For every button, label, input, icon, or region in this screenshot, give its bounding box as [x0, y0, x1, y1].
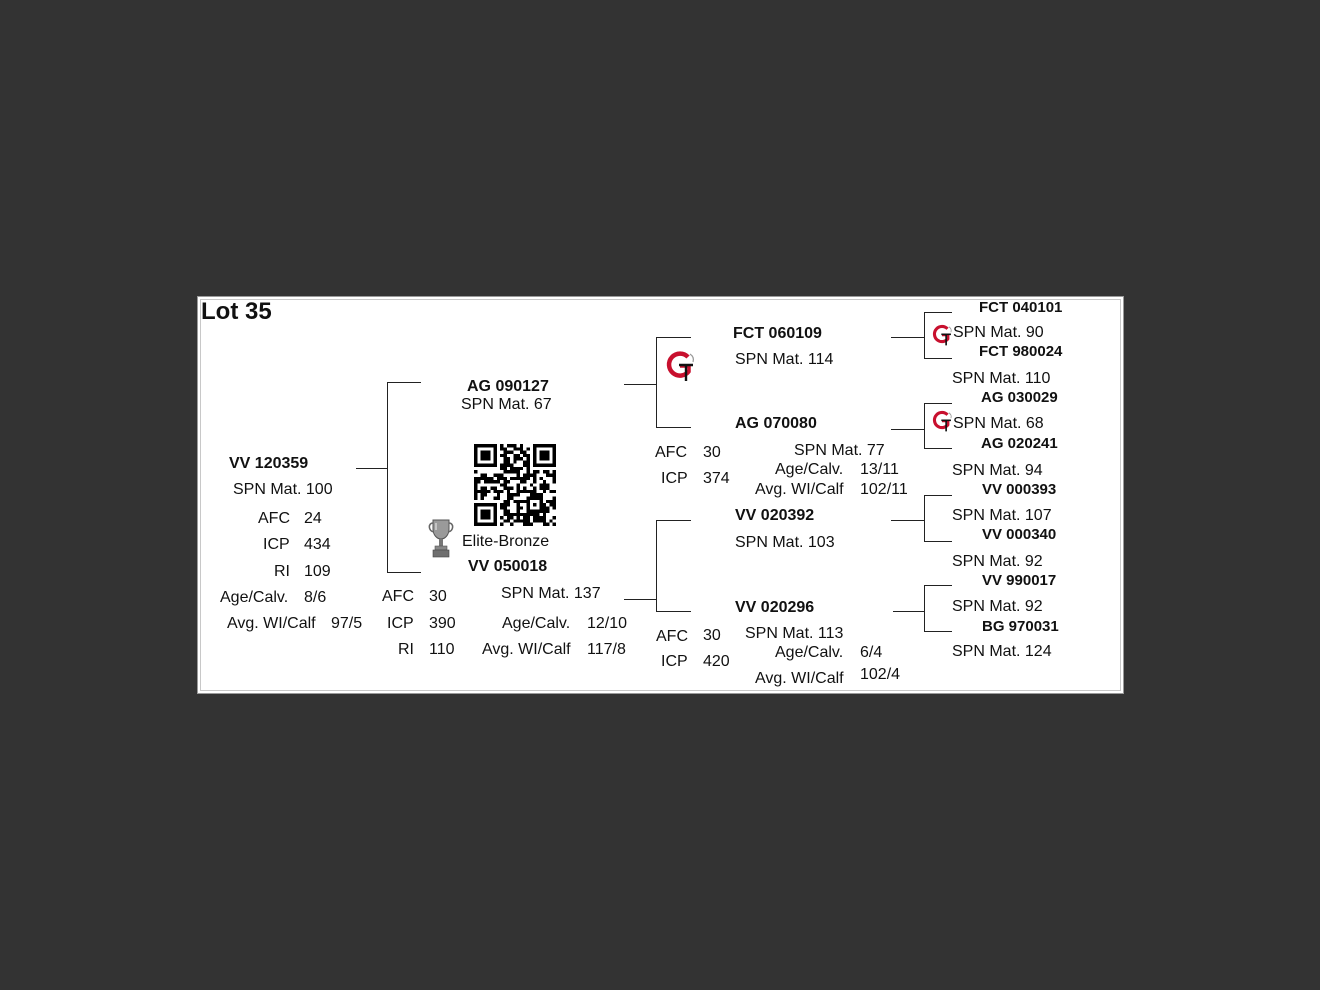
connector-line — [924, 495, 925, 542]
gen3-id: VV 000393 — [982, 481, 1057, 498]
dam-award: Elite-Bronze — [462, 533, 550, 550]
sire-sire-id: FCT 060109 — [733, 325, 822, 342]
dam-dam-avg-value: 102/4 — [860, 666, 901, 683]
connector-line — [656, 520, 657, 612]
subject-age-value: 8/6 — [304, 589, 327, 606]
dam-avg-value: 117/8 — [587, 641, 626, 658]
dam-dam-age-value: 6/4 — [860, 644, 883, 661]
gt-logo-icon — [931, 324, 953, 346]
connector-line — [891, 337, 925, 338]
gen3-id: AG 030029 — [981, 389, 1058, 406]
connector-line — [924, 495, 952, 496]
dam-sire-spn: SPN Mat. 103 — [735, 534, 835, 551]
gen3-spn: SPN Mat. 94 — [952, 462, 1043, 479]
sire-dam-age-value: 13/11 — [860, 461, 899, 478]
gen3-id: FCT 040101 — [979, 299, 1063, 316]
gen3-spn: SPN Mat. 92 — [952, 598, 1043, 615]
sire-dam-afc-value: 30 — [703, 444, 721, 461]
gen3-spn: SPN Mat. 68 — [953, 415, 1044, 432]
dam-age-label: Age/Calv. — [502, 615, 571, 632]
sire-dam-avg-value: 102/11 — [860, 481, 908, 498]
gen3-spn: SPN Mat. 92 — [952, 553, 1043, 570]
dam-dam-avg-label: Avg. WI/Calf — [755, 670, 844, 687]
lot-title: Lot 35 — [201, 298, 272, 325]
gen3-spn: SPN Mat. 124 — [952, 643, 1052, 660]
connector-line — [656, 611, 691, 612]
connector-line — [924, 312, 925, 359]
gen3-id: AG 020241 — [981, 435, 1058, 452]
connector-line — [924, 358, 952, 359]
connector-line — [893, 611, 925, 612]
connector-line — [656, 520, 691, 521]
subject-spn: SPN Mat. 100 — [233, 481, 333, 498]
subject-afc-value: 24 — [304, 510, 322, 527]
subject-age-label: Age/Calv. — [220, 589, 289, 606]
dam-afc-value: 30 — [429, 588, 447, 605]
gen3-id: FCT 980024 — [979, 343, 1063, 360]
connector-line — [387, 382, 421, 383]
subject-id: VV 120359 — [229, 455, 309, 472]
connector-line — [656, 337, 657, 428]
gen3-spn: SPN Mat. 90 — [953, 324, 1044, 341]
subject-ri-label: RI — [274, 563, 290, 580]
connector-line — [624, 599, 657, 600]
dam-sire-id: VV 020392 — [735, 507, 815, 524]
gen3-id: VV 990017 — [982, 572, 1057, 589]
dam-icp-value: 390 — [429, 615, 456, 632]
subject-icp-label: ICP — [263, 536, 290, 553]
qr-code-icon — [474, 444, 556, 526]
sire-dam-afc-label: AFC — [655, 444, 687, 461]
gen3-id: VV 000340 — [982, 526, 1057, 543]
subject-avg-value: 97/5 — [331, 615, 363, 632]
connector-line — [924, 541, 952, 542]
dam-ri-value: 110 — [429, 641, 455, 658]
dam-icp-label: ICP — [387, 615, 414, 632]
connector-line — [924, 631, 952, 632]
sire-sire-spn: SPN Mat. 114 — [735, 351, 834, 368]
subject-ri-value: 109 — [304, 563, 331, 580]
gt-logo-icon — [931, 410, 953, 432]
connector-line — [387, 382, 388, 573]
dam-dam-icp-label: ICP — [661, 653, 688, 670]
dam-afc-label: AFC — [382, 588, 414, 605]
connector-line — [356, 468, 388, 469]
connector-line — [387, 572, 421, 573]
connector-line — [924, 448, 952, 449]
dam-spn: SPN Mat. 137 — [501, 585, 601, 602]
trophy-icon — [428, 518, 454, 560]
connector-line — [656, 427, 691, 428]
dam-dam-spn: SPN Mat. 113 — [745, 625, 844, 642]
subject-icp-value: 434 — [304, 536, 331, 553]
sire-dam-age-label: Age/Calv. — [775, 461, 844, 478]
subject-avg-label: Avg. WI/Calf — [227, 615, 316, 632]
dam-dam-afc-value: 30 — [703, 627, 721, 644]
dam-id: VV 050018 — [468, 558, 548, 575]
pedigree-card — [197, 296, 1124, 694]
dam-dam-afc-label: AFC — [656, 628, 688, 645]
connector-line — [924, 403, 925, 449]
sire-id: AG 090127 — [467, 378, 549, 395]
connector-line — [624, 384, 657, 385]
subject-afc-label: AFC — [258, 510, 290, 527]
dam-dam-age-label: Age/Calv. — [775, 644, 844, 661]
connector-line — [656, 337, 691, 338]
sire-spn: SPN Mat. 67 — [461, 396, 552, 413]
dam-age-value: 12/10 — [587, 615, 628, 632]
gen3-spn: SPN Mat. 110 — [952, 370, 1051, 387]
sire-dam-id: AG 070080 — [735, 415, 817, 432]
gt-logo-icon — [664, 350, 696, 382]
gen3-spn: SPN Mat. 107 — [952, 507, 1052, 524]
dam-ri-label: RI — [398, 641, 414, 658]
connector-line — [924, 403, 952, 404]
connector-line — [924, 312, 952, 313]
connector-line — [924, 585, 952, 586]
sire-dam-spn: SPN Mat. 77 — [794, 442, 885, 459]
sire-dam-icp-label: ICP — [661, 470, 688, 487]
dam-dam-icp-value: 420 — [703, 653, 730, 670]
gen3-id: BG 970031 — [982, 618, 1059, 635]
dam-dam-id: VV 020296 — [735, 599, 815, 616]
connector-line — [891, 429, 925, 430]
connector-line — [891, 520, 925, 521]
sire-dam-icp-value: 374 — [703, 470, 730, 487]
dam-avg-label: Avg. WI/Calf — [482, 641, 571, 658]
connector-line — [924, 585, 925, 632]
sire-dam-avg-label: Avg. WI/Calf — [755, 481, 844, 498]
